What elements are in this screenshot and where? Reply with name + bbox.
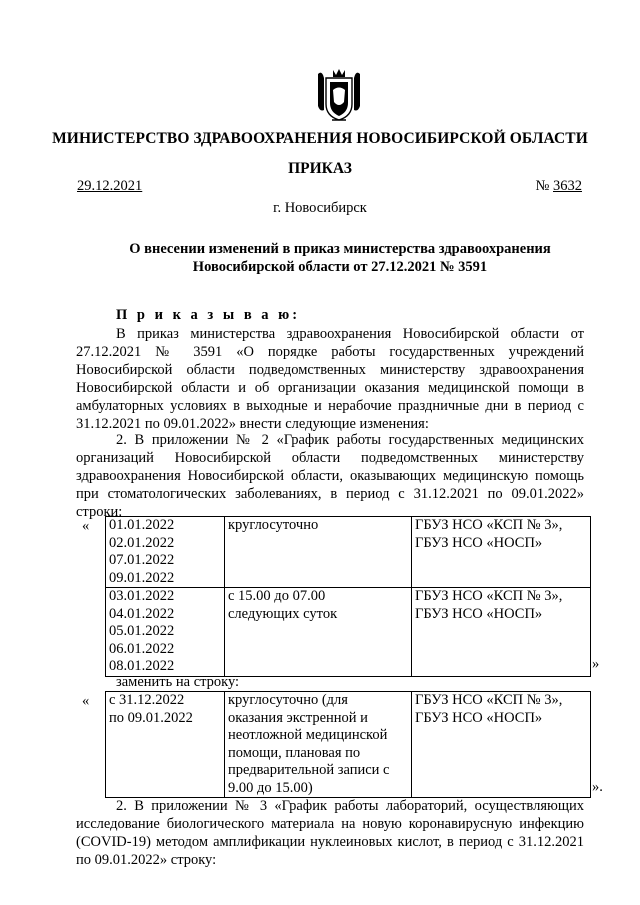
close-quote-2: ». — [592, 779, 603, 795]
date-item: 04.01.2022 — [109, 605, 175, 622]
dates-cell — [106, 692, 225, 798]
hours-text: с 15.00 до 07.00 — [228, 588, 326, 604]
date-item: по 09.01.2022 — [109, 709, 193, 726]
ministry-title: МИНИСТЕРСТВО ЗДРАВООХРАНЕНИЯ НОВОСИБИРСКОЙ ОБЛАСТИ — [52, 130, 588, 147]
org-item: ГБУЗ НСО «КСП № 3», — [415, 692, 563, 708]
table-row — [106, 588, 591, 677]
coat-of-arms-emblem — [316, 68, 362, 122]
replace-text: заменить на строку: — [116, 674, 240, 690]
date-item: 03.01.2022 — [109, 588, 175, 604]
hours-cell — [225, 692, 412, 798]
hours-text: оказания экстренной и — [228, 709, 368, 726]
hours-text: неотложной медицинской — [228, 727, 388, 743]
document-type: ПРИКАЗ — [288, 160, 352, 177]
hours-cell — [225, 588, 412, 677]
date-item: 06.01.2022 — [109, 640, 175, 657]
date-item: 05.01.2022 — [109, 623, 175, 639]
table-row — [106, 517, 591, 588]
table-row — [106, 692, 591, 798]
subject-line-2: Новосибирской области от 27.12.2021 № 3591 — [192, 259, 488, 275]
order-subject — [100, 240, 580, 276]
date-item: 09.01.2022 — [109, 569, 175, 586]
subject-line-1: О внесении изменений в приказ министерства здравоохранения — [129, 241, 551, 257]
org-item: ГБУЗ НСО «КСП № 3», — [415, 517, 563, 533]
order-number-prefix: № — [535, 178, 553, 194]
org-item: ГБУЗ НСО «НОСП» — [415, 709, 543, 726]
paragraph-1: В приказ министерства здравоохранения Новосибирской области от 27.12.2021 № 3591 «О порядке работы государственных учреждений Новосибирской области подведомственных министерству здравоохранения Новосибирской области и об организации оказания медицинской помощи в амбулаторных условиях в выходные и нерабочие праздничные дни в период с 31.12.2021 по 09.01.2022» внести следующие изменения: — [76, 326, 584, 432]
schedule-table-old — [105, 516, 591, 677]
hours-text: следующих суток — [228, 605, 338, 622]
open-quote-1: « — [82, 518, 90, 534]
paragraph-2: 2. В приложении № 2 «График работы государственных медицинских организаций Новосибирской области подведомственных министерству здравоохранения Новосибирской области, оказывающих медицинскую помощь при стоматологических заболеваниях, в период с 31.12.2021 по 09.01.2022» строки: — [76, 432, 584, 520]
close-quote-1: » — [592, 656, 600, 672]
date-item: 01.01.2022 — [109, 517, 175, 533]
order-number — [536, 178, 582, 195]
orgs-cell — [412, 588, 591, 677]
date-item: 07.01.2022 — [109, 552, 175, 568]
schedule-table-new — [105, 691, 591, 798]
org-item: ГБУЗ НСО «НОСП» — [415, 534, 543, 551]
open-quote-2: « — [82, 693, 90, 709]
date-item: 02.01.2022 — [109, 534, 175, 551]
date-item: 08.01.2022 — [109, 658, 175, 674]
hours-cell — [225, 517, 412, 588]
hours-text: круглосуточно — [228, 517, 319, 533]
paragraph-3: 2. В приложении № 3 «График работы лабораторий, осуществляющих исследование биологического материала на новую коронавирусную инфекцию (COVID-19) методом амплификации нуклеиновых кислот, в период с 31.12.2021 по 09.01.2022» строку: — [76, 798, 584, 868]
order-word: П р и к а з ы в а ю: — [116, 307, 301, 323]
order-date: 29.12.2021 — [77, 178, 143, 194]
hours-text: предварительной записи с — [228, 762, 390, 778]
date-item: с 31.12.2022 — [109, 692, 185, 708]
dates-cell — [106, 588, 225, 677]
order-number-value: 3632 — [553, 178, 582, 194]
city: г. Новосибирск — [273, 200, 367, 216]
hours-text: 9.00 до 15.00) — [228, 779, 313, 796]
hours-text: помощи, плановая по — [228, 744, 361, 761]
org-item: ГБУЗ НСО «КСП № 3», — [415, 588, 563, 604]
dates-cell — [106, 517, 225, 588]
orgs-cell — [412, 517, 591, 588]
orgs-cell — [412, 692, 591, 798]
org-item: ГБУЗ НСО «НОСП» — [415, 605, 543, 622]
hours-text: круглосуточно (для — [228, 692, 348, 708]
